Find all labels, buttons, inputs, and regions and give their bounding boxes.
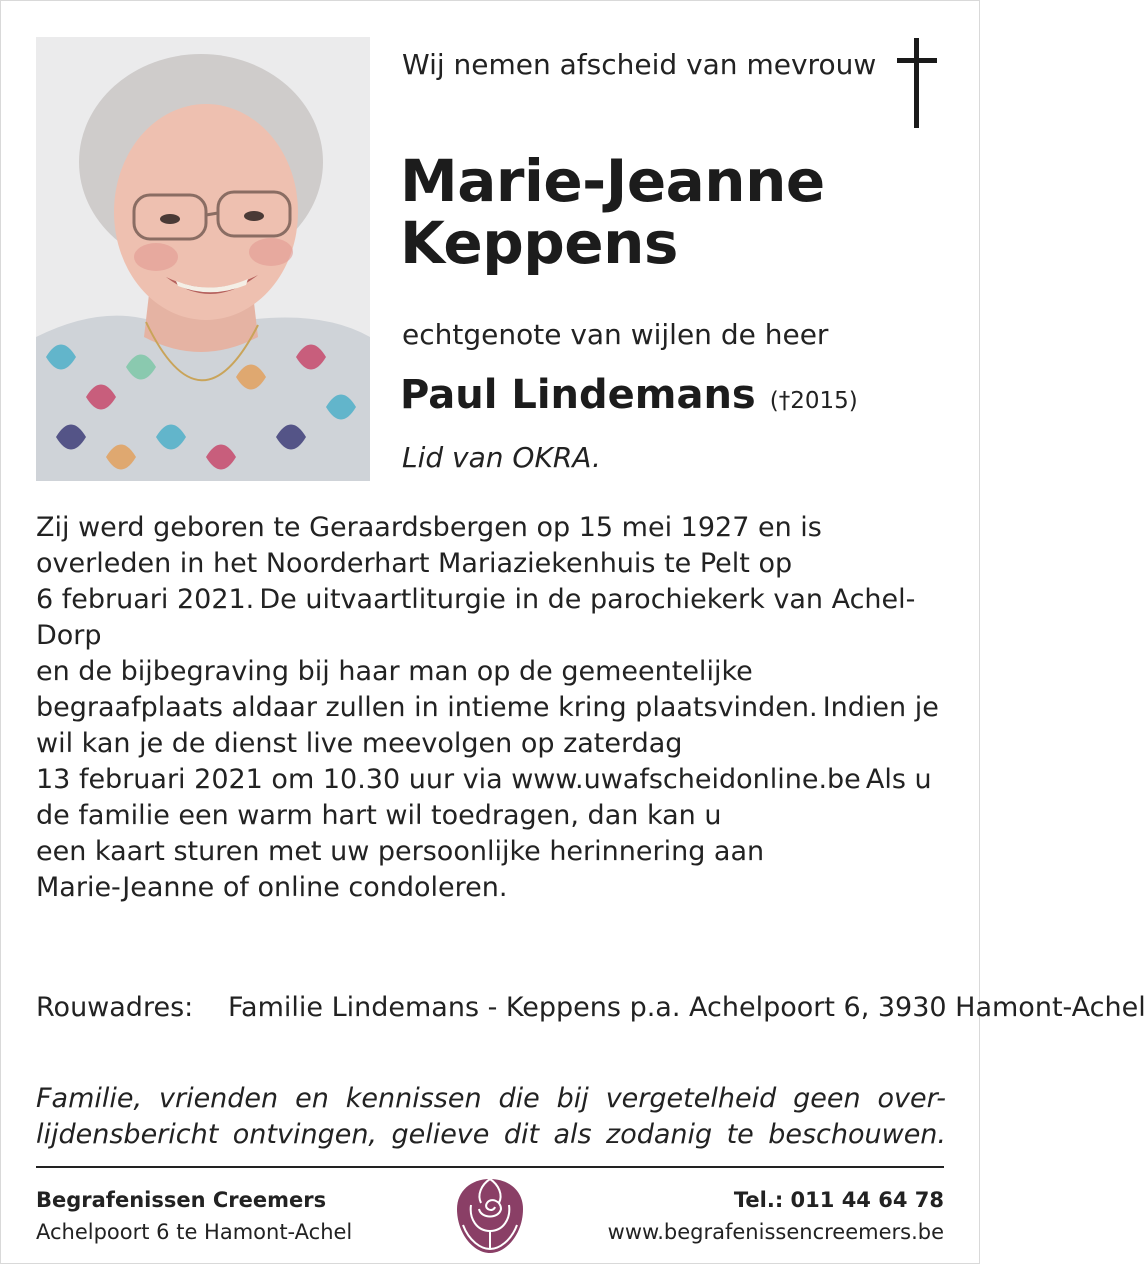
- company-address: Achelpoort 6 te Hamont-Achel: [36, 1220, 353, 1244]
- intro-line-1: Wij nemen afscheid van: [402, 48, 738, 81]
- spouse-intro: echtgenote van wijlen de heer: [402, 318, 829, 351]
- intro-line-2: mevrouw: [746, 48, 877, 81]
- paragraph-birth-death: Zij werd geboren te Geraardsbergen op 15 mei 1927 en is overleden in het Noorderhart Mariaziekenhuis te Pelt op 6 februari 2021.: [36, 512, 822, 615]
- footer-contact: [608, 1184, 944, 1248]
- footer-company: [36, 1184, 352, 1248]
- address-line-1: Familie Lindemans - Keppens: [228, 992, 621, 1023]
- portrait-photo: [36, 37, 370, 481]
- footer-divider: [36, 1166, 944, 1168]
- paragraph-livestream: Indien je wil kan je de dienst live meevolgen op zaterdag 13 februari 2021 om 10.30 uur via www.uwafscheidonline.be: [36, 692, 939, 795]
- paragraph-condolences: Als u de familie een warm hart wil toedragen, dan kan u een kaart sturen met uw persoonlijke herinnering aan Marie-Jeanne of online condoleren.: [36, 764, 932, 903]
- address-line-2: p.a. Achelpoort 6, 3930 Hamont-Achel: [629, 992, 1146, 1023]
- address-label: Rouwadres:: [36, 992, 194, 1023]
- company-name: Begrafenissen Creemers: [36, 1188, 327, 1212]
- body-paragraphs: [36, 510, 946, 906]
- spouse-name: Paul Lindemans: [400, 372, 756, 418]
- paragraph-funeral: De uitvaartliturgie in de parochiekerk van Achel-Dorp en de bijbegraving bij haar man op de gemeentelijke begraafplaats aldaar zullen in intieme kring plaatsvinden.: [36, 584, 916, 723]
- spouse-line: [400, 372, 858, 418]
- company-phone: Tel.: 011 44 64 78: [733, 1188, 944, 1212]
- notice-text: Familie, vrienden en kennissen die bij vergetelheid geen over-lijdensbericht ontvingen, gelieve dit als zodanig te beschouwen.: [36, 1083, 946, 1150]
- intro-text: [402, 40, 876, 90]
- company-website[interactable]: www.begrafenissencreemers.be: [607, 1220, 944, 1244]
- spouse-death-year: (†2015): [769, 388, 858, 414]
- membership: Lid van OKRA.: [402, 441, 601, 474]
- deceased-name: Marie-Jeanne Keppens: [400, 147, 825, 277]
- cross-icon: [897, 38, 937, 134]
- rose-logo-icon: [451, 1175, 529, 1261]
